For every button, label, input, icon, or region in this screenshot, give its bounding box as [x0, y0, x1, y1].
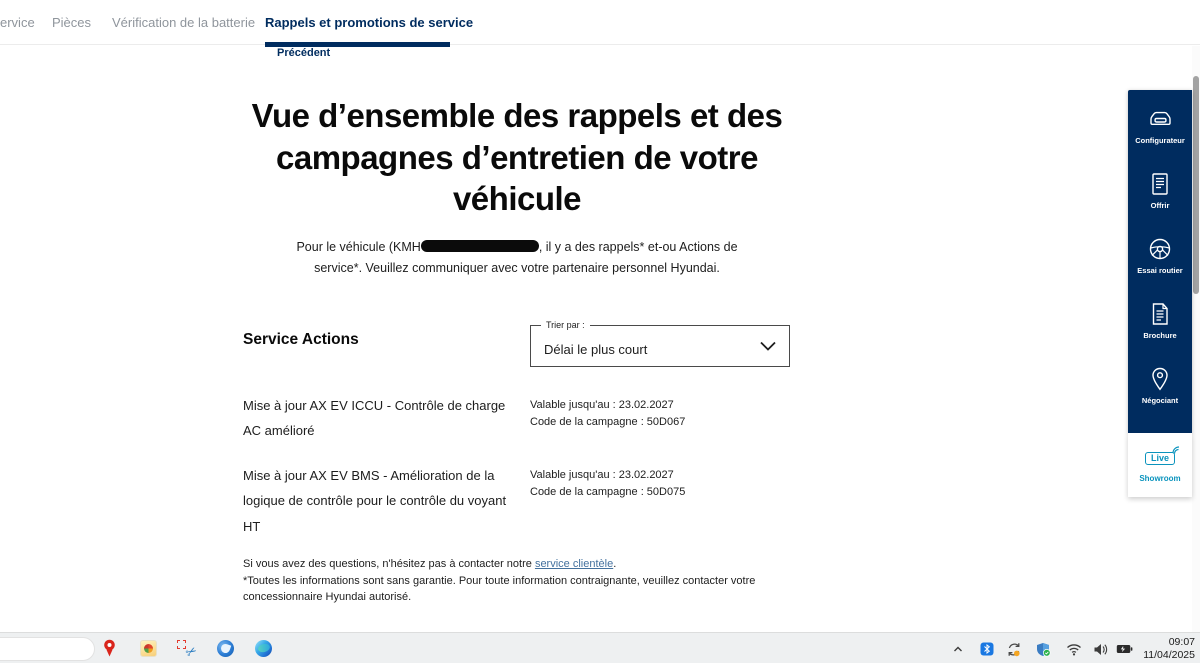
page-title: Vue d’ensemble des rappels et des campagnes d’entretien de votre véhicule [251, 97, 783, 218]
taskbar-search-box[interactable] [0, 637, 95, 661]
clock-time: 09:07 [1168, 636, 1195, 648]
map-pin-icon [1148, 364, 1172, 394]
sort-dropdown[interactable] [530, 320, 790, 367]
sidebar-item-label: Configurateur [1135, 136, 1185, 145]
document-icon [1148, 169, 1172, 199]
active-tab-underline [265, 42, 450, 47]
sidebar-item-configurateur[interactable] [1128, 104, 1192, 169]
bluetooth-icon[interactable] [979, 641, 995, 657]
broadcast-waves-icon [1171, 443, 1183, 461]
intro-text-before: Pour le véhicule (KMH [296, 240, 421, 254]
brochure-icon [1148, 299, 1172, 329]
intro-paragraph [277, 237, 757, 280]
live-showroom-label: Showroom [1139, 473, 1181, 483]
map-pin-app-icon[interactable] [99, 638, 119, 658]
tab-verification-batterie[interactable]: Vérification de la batterie [112, 15, 256, 30]
wifi-icon[interactable] [1066, 641, 1082, 657]
footnote [243, 556, 803, 606]
sidebar-item-essai-routier[interactable] [1128, 234, 1192, 299]
service-item-title: Mise à jour AX EV BMS - Amélioration de la logique de contrôle pour le contrôle du voyant HT [243, 468, 507, 534]
service-item-title: Mise à jour AX EV ICCU - Contrôle de charge AC amélioré [243, 398, 506, 439]
chevron-down-icon [759, 339, 777, 358]
car-icon [1147, 104, 1174, 134]
hidden-icons-chevron-icon[interactable] [950, 641, 966, 657]
taskbar [0, 632, 1200, 663]
sidebar-item-brochure[interactable] [1128, 299, 1192, 364]
service-item-valid-until: Valable jusqu'au : 23.02.2027 [530, 399, 674, 411]
steering-wheel-icon [1147, 234, 1173, 264]
battery-icon[interactable] [1116, 641, 1132, 657]
scrollbar-track[interactable] [1192, 46, 1200, 632]
footnote-text-end: . [613, 558, 617, 570]
sort-dropdown-label: Trier par : [541, 320, 590, 330]
service-item-meta [530, 467, 685, 500]
customer-service-link[interactable]: service clientèle [534, 558, 614, 570]
intro-text-after: , il y a des rappels* et-ou Actions de service*. Veuillez communiquer avec votre partenaire personnel Hyundai. [314, 240, 738, 276]
clock-date: 11/04/2025 [1143, 648, 1195, 661]
vin-redaction-box [421, 240, 539, 252]
service-item-campaign-code: Code de la campagne : 50D075 [530, 485, 686, 498]
photos-app-icon[interactable] [138, 638, 158, 658]
tab-rappels-promotions[interactable]: Rappels et promotions de service [265, 15, 474, 30]
taskbar-clock[interactable] [1143, 636, 1195, 661]
security-shield-icon[interactable] [1035, 641, 1051, 657]
sidebar-item-label: Offrir [1150, 201, 1170, 210]
live-badge: Live [1145, 452, 1175, 465]
sort-dropdown-value: Délai le plus court [544, 342, 648, 357]
sidebar-item-label: Essai routier [1137, 266, 1183, 275]
sidebar-item-offrir[interactable] [1128, 169, 1192, 234]
service-item-campaign-code: Code de la campagne : 50D067 [530, 415, 686, 428]
tab-pieces[interactable]: Pièces [52, 15, 92, 30]
sidebar-item-label: Négociant [1141, 396, 1179, 405]
footnote-text: Si vous avez des questions, n'hésitez pas à contacter notre [243, 558, 535, 570]
clipped-scrolled-text: Précédent [277, 47, 331, 59]
section-title: Service Actions [243, 331, 359, 348]
top-nav [0, 0, 1200, 45]
service-item-meta [530, 397, 685, 430]
tab-service[interactable]: ervice [0, 15, 35, 30]
sidebar-rail [1128, 90, 1192, 433]
sync-icon[interactable] [1006, 641, 1022, 657]
thunderbird-app-icon[interactable] [215, 638, 235, 658]
sidebar-item-live-showroom[interactable] [1128, 433, 1192, 497]
edge-app-icon[interactable] [253, 638, 273, 658]
footnote-line1 [243, 556, 803, 573]
footnote-line2: *Toutes les informations sont sans garantie. Pour toute information contraignante, veuillez contacter votre concessionnaire Hyundai autorisé. [243, 574, 756, 603]
service-item-valid-until: Valable jusqu'au : 23.02.2027 [530, 469, 674, 481]
sidebar-item-negociant[interactable] [1128, 364, 1192, 429]
sidebar-item-label: Brochure [1143, 331, 1177, 340]
scrollbar-thumb[interactable] [1193, 76, 1199, 294]
snipping-tool-app-icon[interactable]: ✂ [176, 638, 196, 658]
volume-icon[interactable] [1092, 641, 1108, 657]
